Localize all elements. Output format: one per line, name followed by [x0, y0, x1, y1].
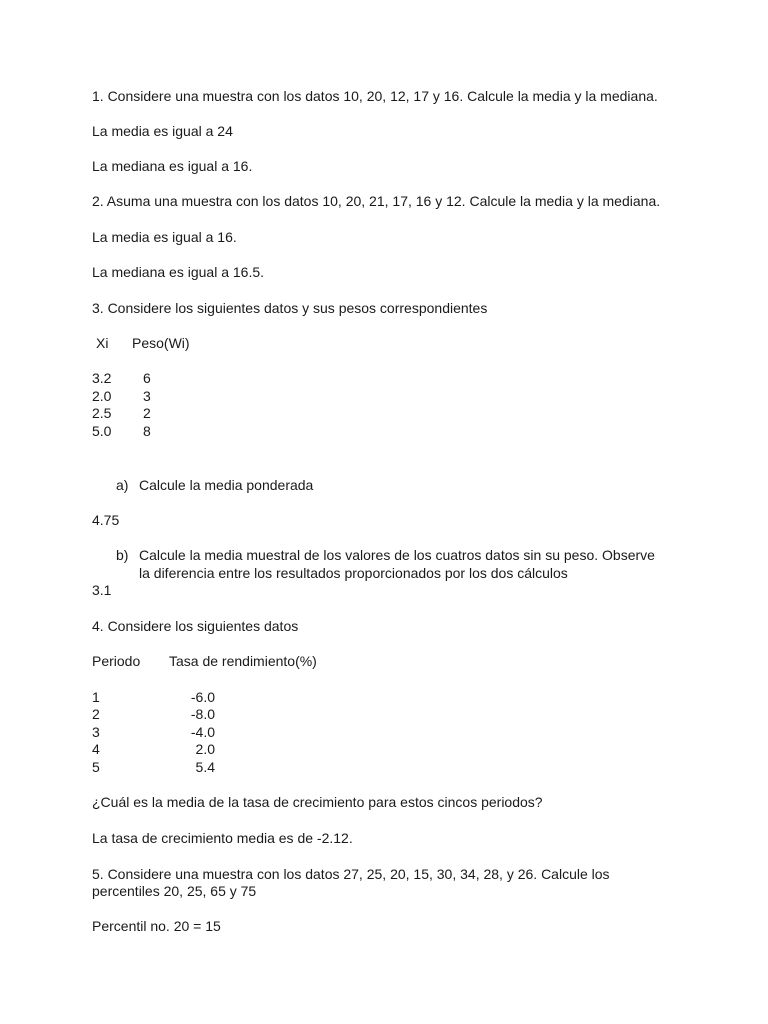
q3-row-xi: 2.5 — [92, 405, 112, 421]
q2-answer-mean: La media es igual a 16. — [92, 229, 237, 245]
q1-answer-median: La mediana es igual a 16. — [92, 158, 253, 174]
q4-header-period: Periodo — [92, 653, 141, 669]
q3-header-weight: Peso(Wi) — [132, 335, 190, 351]
q3-part-a-text: Calcule la media ponderada — [139, 477, 314, 493]
q3-row-xi: 5.0 — [92, 423, 112, 439]
q3-part-a-marker: a) — [116, 477, 129, 493]
q4-row-period: 1 — [92, 689, 100, 705]
q4-row-rate: -6.0 — [190, 689, 215, 705]
q4-row-rate: 2.0 — [195, 741, 215, 757]
q3-part-b-text-line1: Calcule la media muestral de los valores de los cuatros datos sin su peso. Observe — [139, 547, 655, 563]
q3-row-weight: 6 — [143, 370, 151, 386]
q4-row-period: 4 — [92, 741, 100, 757]
q3-row-weight: 3 — [143, 388, 151, 404]
q5-answer: Percentil no. 20 = 15 — [92, 918, 221, 934]
q3-row-weight: 2 — [143, 405, 151, 421]
q3-part-b-marker: b) — [116, 547, 129, 563]
question-3: 3. Considere los siguientes datos y sus pesos correspondientes — [92, 300, 488, 316]
q4-question-mean-rate: ¿Cuál es la media de la tasa de crecimiento para estos cincos periodos? — [92, 794, 543, 810]
q4-row-rate: -4.0 — [190, 724, 215, 740]
q3-row-xi: 2.0 — [92, 388, 112, 404]
q2-answer-median: La mediana es igual a 16.5. — [92, 264, 265, 280]
question-5-line1: 5. Considere una muestra con los datos 27, 25, 20, 15, 30, 34, 28, y 26. Calcule los — [92, 866, 610, 882]
q1-answer-mean: La media es igual a 24 — [92, 123, 233, 139]
q3-part-b-answer: 3.1 — [92, 582, 112, 598]
q3-row-xi: 3.2 — [92, 370, 112, 386]
question-5-line2: percentiles 20, 25, 65 y 75 — [92, 883, 257, 899]
q3-part-a-answer: 4.75 — [92, 512, 120, 528]
q4-header-rate: Tasa de rendimiento(%) — [169, 653, 317, 669]
question-4: 4. Considere los siguientes datos — [92, 618, 299, 634]
q3-row-weight: 8 — [143, 423, 151, 439]
question-2: 2. Asuma una muestra con los datos 10, 20, 21, 17, 16 y 12. Calcule la media y la mediana. — [92, 193, 661, 209]
q4-row-rate: 5.4 — [195, 759, 215, 775]
q3-part-b-text-line2: la diferencia entre los resultados proporcionados por los dos cálculos — [139, 565, 568, 581]
q4-row-period: 5 — [92, 759, 100, 775]
q4-answer: La tasa de crecimiento media es de -2.12. — [92, 830, 353, 846]
q4-row-period: 3 — [92, 724, 100, 740]
question-1: 1. Considere una muestra con los datos 10, 20, 12, 17 y 16. Calcule la media y la mediana. — [92, 88, 658, 104]
q4-row-rate: -8.0 — [190, 706, 215, 722]
q3-header-xi: Xi — [96, 335, 109, 351]
q4-row-period: 2 — [92, 706, 100, 722]
